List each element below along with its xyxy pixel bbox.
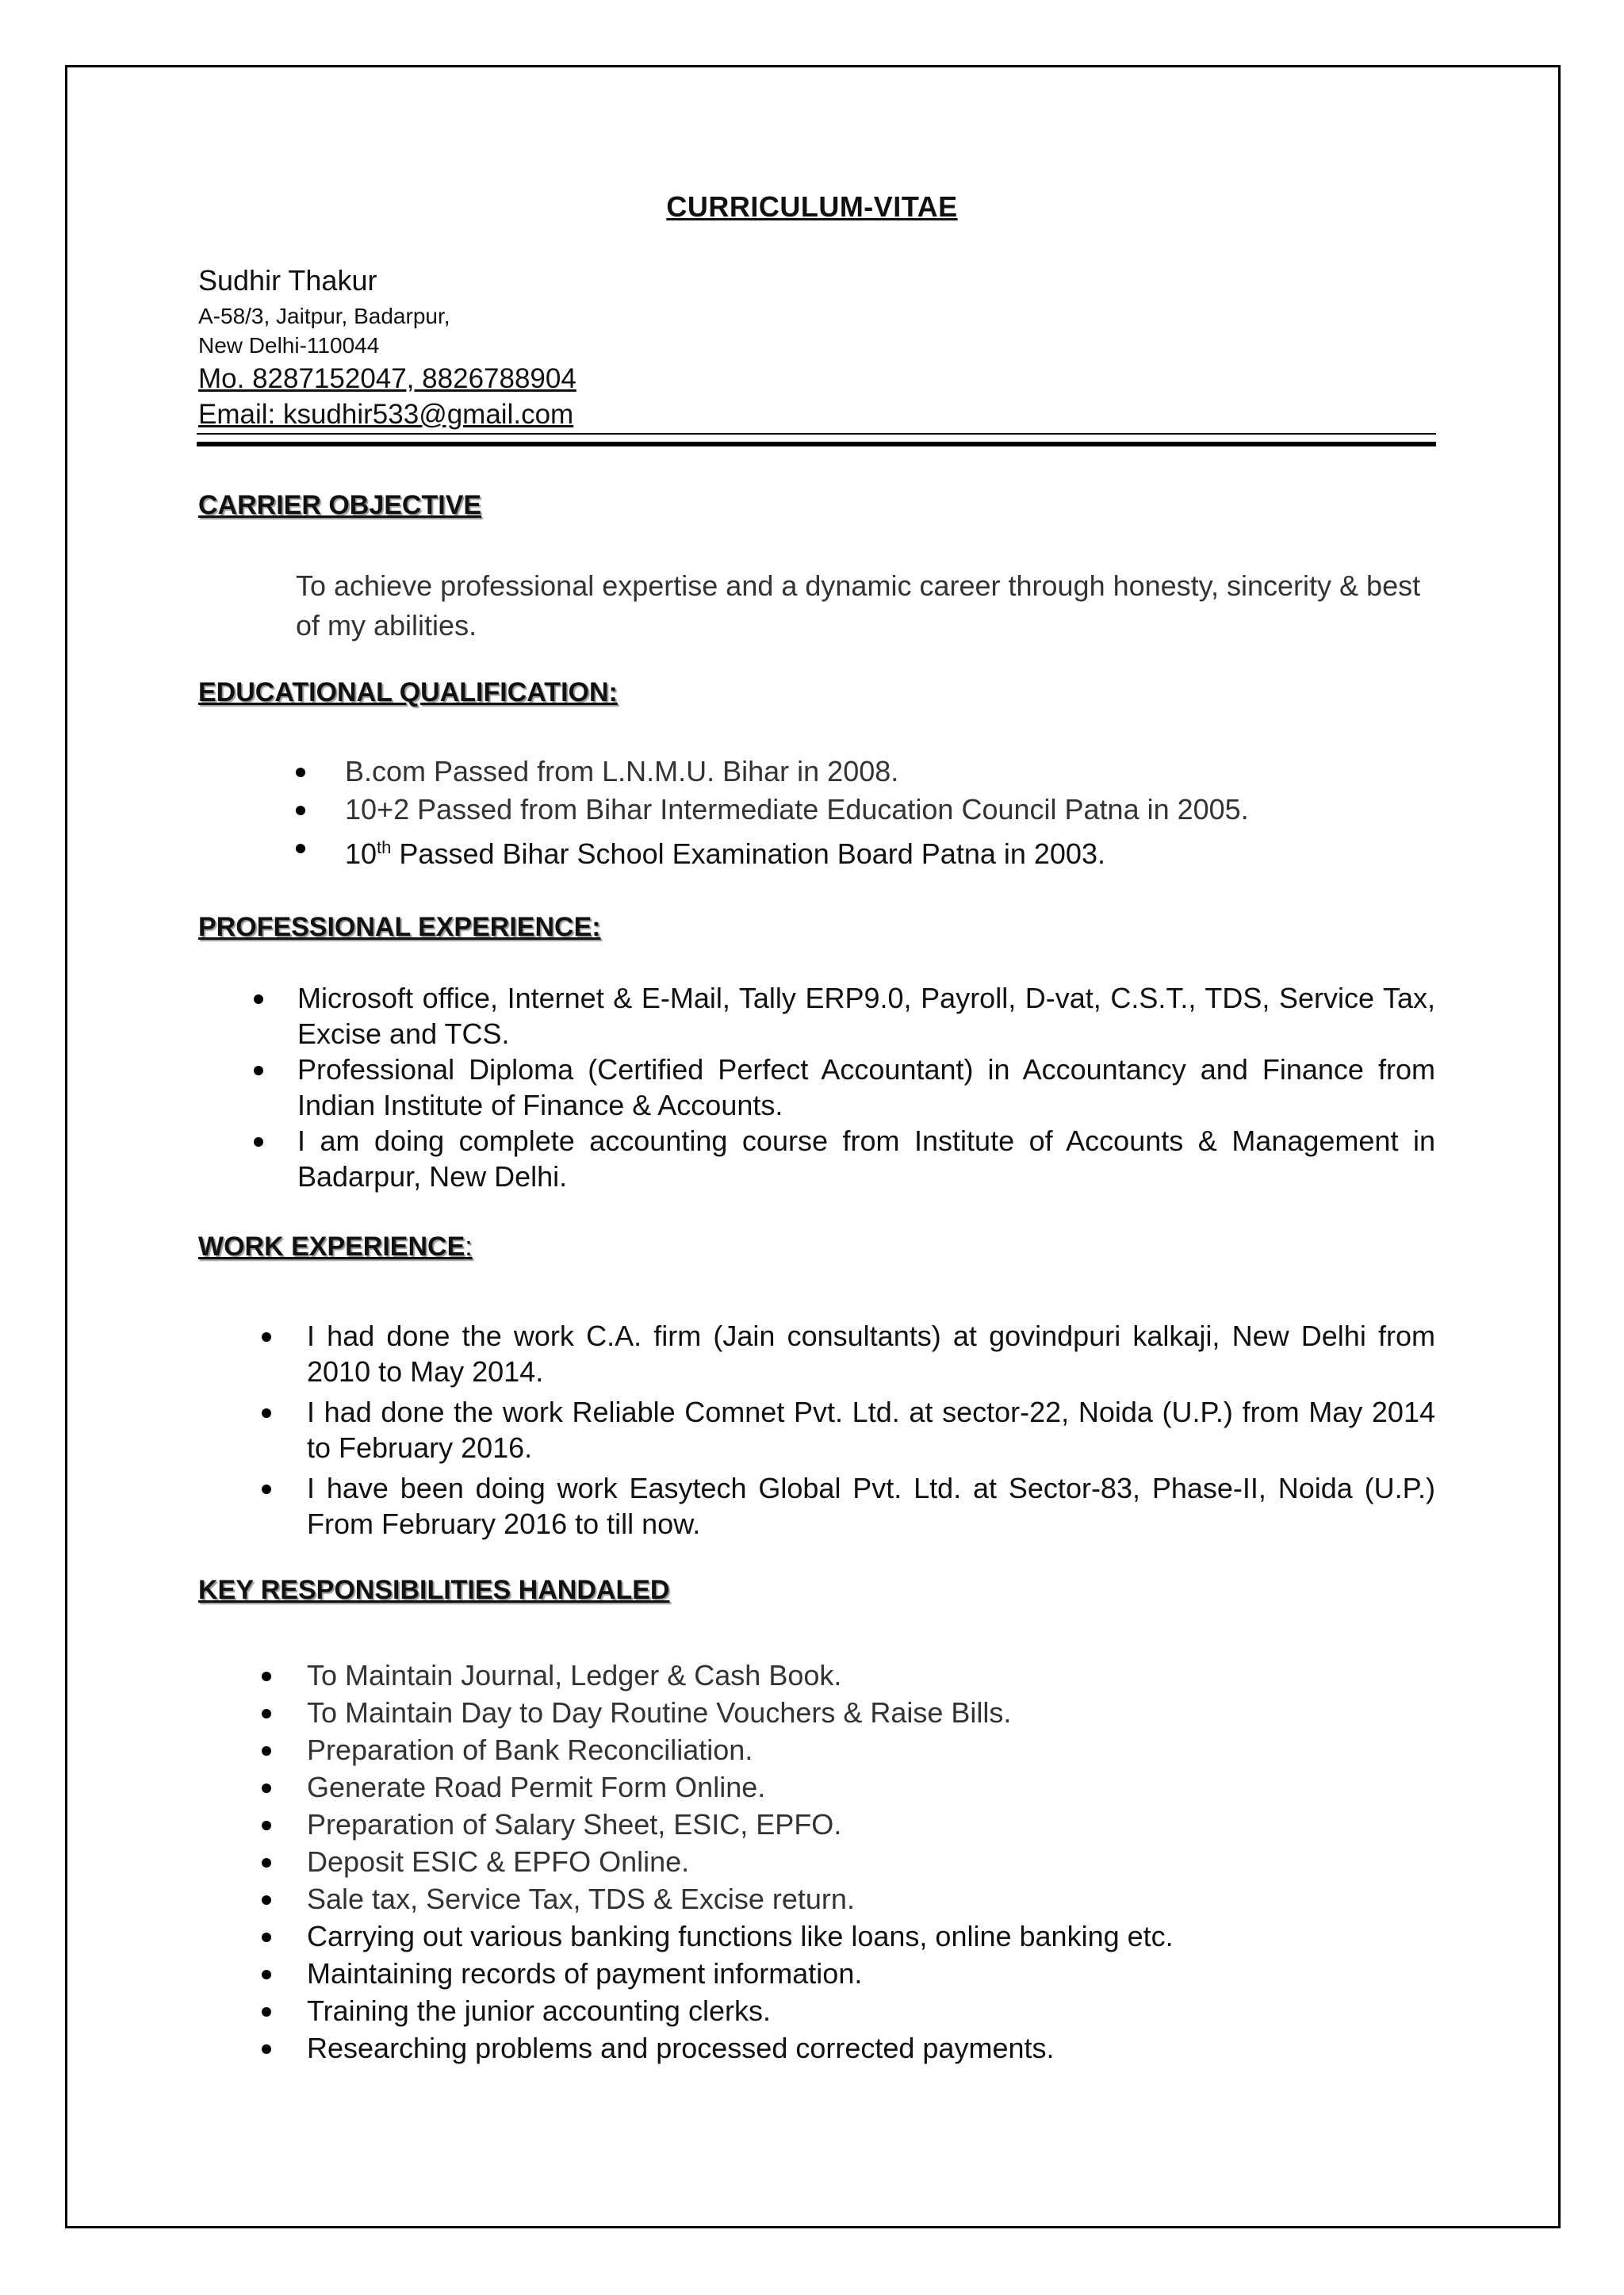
education-item-prefix: 10 bbox=[345, 837, 377, 870]
bullet-icon bbox=[262, 1672, 271, 1681]
work-heading bbox=[198, 1232, 473, 1262]
address-line-2: New Delhi-110044 bbox=[198, 333, 380, 358]
list-item bbox=[262, 1394, 1435, 1466]
professional-item: Microsoft office, Internet & E-Mail, Tally ERP9.0, Payroll, D-vat, C.S.T., TDS, Service Tax, Excise and TCS. bbox=[297, 982, 1435, 1050]
responsibilities-list bbox=[262, 1657, 1435, 2066]
professional-list bbox=[254, 980, 1435, 1194]
bullet-icon bbox=[296, 806, 305, 815]
bullet-icon bbox=[262, 1408, 271, 1418]
address-line-1: A-58/3, Jaitpur, Badarpur, bbox=[198, 304, 450, 328]
objective-text: To achieve professional expertise and a dynamic career through honesty, sincerity & best of my abilities. bbox=[296, 569, 1421, 642]
responsibility-item: Training the junior accounting clerks. bbox=[307, 1994, 771, 2027]
responsibility-item: Preparation of Bank Reconciliation. bbox=[307, 1734, 753, 1766]
list-item bbox=[262, 1657, 1435, 1693]
responsibility-item: Maintaining records of payment information. bbox=[307, 1957, 863, 1990]
bullet-icon bbox=[262, 1895, 271, 1905]
bullet-icon bbox=[254, 1137, 263, 1147]
list-item bbox=[296, 791, 1249, 827]
bullet-icon bbox=[262, 1821, 271, 1830]
education-item bbox=[345, 829, 1249, 872]
list-item bbox=[262, 1844, 1435, 1879]
responsibility-item: Preparation of Salary Sheet, ESIC, EPFO. bbox=[307, 1808, 842, 1841]
work-heading-colon: : bbox=[465, 1232, 473, 1262]
candidate-name: Sudhir Thakur bbox=[198, 264, 377, 297]
work-item: I had done the work C.A. firm (Jain consultants) at govindpuri kalkaji, New Delhi from 2010 to May 2014. bbox=[307, 1320, 1435, 1388]
list-item bbox=[254, 1052, 1435, 1123]
header-divider-thin bbox=[197, 433, 1436, 435]
work-heading-text: WORK EXPERIENCE bbox=[198, 1232, 465, 1262]
header-divider-thick bbox=[197, 442, 1436, 446]
professional-item: I am doing complete accounting course from Institute of Accounts & Management in Badarpur, New Delhi. bbox=[297, 1125, 1435, 1193]
responsibilities-heading: KEY RESPONSIBILITIES HANDALED bbox=[198, 1575, 670, 1605]
list-item bbox=[262, 1769, 1435, 1805]
list-item bbox=[262, 1806, 1435, 1842]
responsibility-item: To Maintain Journal, Ledger & Cash Book. bbox=[307, 1659, 842, 1692]
bullet-icon bbox=[296, 768, 305, 777]
professional-item: Professional Diploma (Certified Perfect Accountant) in Accountancy and Finance from Indian Institute of Finance & Accounts. bbox=[297, 1053, 1435, 1121]
list-item bbox=[262, 1732, 1435, 1768]
list-item bbox=[296, 753, 1249, 789]
bullet-icon bbox=[262, 1784, 271, 1793]
bullet-icon bbox=[296, 844, 305, 853]
bullet-icon bbox=[262, 2044, 271, 2054]
list-item bbox=[254, 980, 1435, 1052]
work-list bbox=[262, 1318, 1435, 1542]
bullet-icon bbox=[262, 1746, 271, 1756]
work-item: I have been doing work Easytech Global Pvt. Ltd. at Sector-83, Phase-II, Noida (U.P.) From February 2016 to till now. bbox=[307, 1472, 1435, 1540]
objective-heading: CARRIER OBJECTIVE bbox=[198, 490, 482, 520]
education-list bbox=[296, 753, 1249, 874]
bullet-icon bbox=[262, 1858, 271, 1868]
responsibility-item: Carrying out various banking functions like loans, online banking etc. bbox=[307, 1920, 1174, 1952]
bullet-icon bbox=[262, 1485, 271, 1494]
bullet-icon bbox=[262, 1709, 271, 1718]
list-item bbox=[262, 1318, 1435, 1389]
list-item bbox=[262, 1918, 1435, 1954]
bullet-icon bbox=[262, 2007, 271, 2017]
bullet-icon bbox=[254, 994, 263, 1004]
list-item bbox=[262, 1695, 1435, 1730]
responsibility-item: Deposit ESIC & EPFO Online. bbox=[307, 1845, 690, 1878]
email-address: Email: ksudhir533@gmail.com bbox=[198, 399, 574, 430]
work-item: I had done the work Reliable Comnet Pvt. Ltd. at sector-22, Noida (U.P.) from May 2014 to February 2016. bbox=[307, 1396, 1435, 1464]
ordinal-suffix: th bbox=[377, 837, 392, 857]
list-item bbox=[296, 829, 1249, 872]
education-heading: EDUCATIONAL QUALIFICATION: bbox=[198, 677, 618, 707]
mobile-numbers: Mo. 8287152047, 8826788904 bbox=[198, 363, 576, 394]
list-item bbox=[262, 1956, 1435, 1991]
list-item bbox=[262, 1470, 1435, 1542]
responsibility-item: Sale tax, Service Tax, TDS & Excise return. bbox=[307, 1883, 855, 1915]
responsibility-item: Generate Road Permit Form Online. bbox=[307, 1771, 766, 1803]
education-item: B.com Passed from L.N.M.U. Bihar in 2008. bbox=[345, 755, 899, 787]
bullet-icon bbox=[262, 1970, 271, 1979]
responsibility-item: Researching problems and processed corrected payments. bbox=[307, 2032, 1055, 2064]
bullet-icon bbox=[262, 1933, 271, 1942]
list-item bbox=[262, 1881, 1435, 1917]
bullet-icon bbox=[254, 1066, 263, 1075]
education-item: 10+2 Passed from Bihar Intermediate Education Council Patna in 2005. bbox=[345, 793, 1249, 826]
list-item bbox=[262, 2030, 1435, 2066]
document-title: CURRICULUM-VITAE bbox=[666, 190, 958, 223]
bullet-icon bbox=[262, 1332, 271, 1342]
list-item bbox=[262, 1993, 1435, 2029]
professional-heading: PROFESSIONAL EXPERIENCE: bbox=[198, 912, 601, 942]
list-item bbox=[254, 1123, 1435, 1194]
responsibility-item: To Maintain Day to Day Routine Vouchers & Raise Bills. bbox=[307, 1696, 1012, 1729]
education-item-rest: Passed Bihar School Examination Board Patna in 2003. bbox=[391, 837, 1105, 870]
